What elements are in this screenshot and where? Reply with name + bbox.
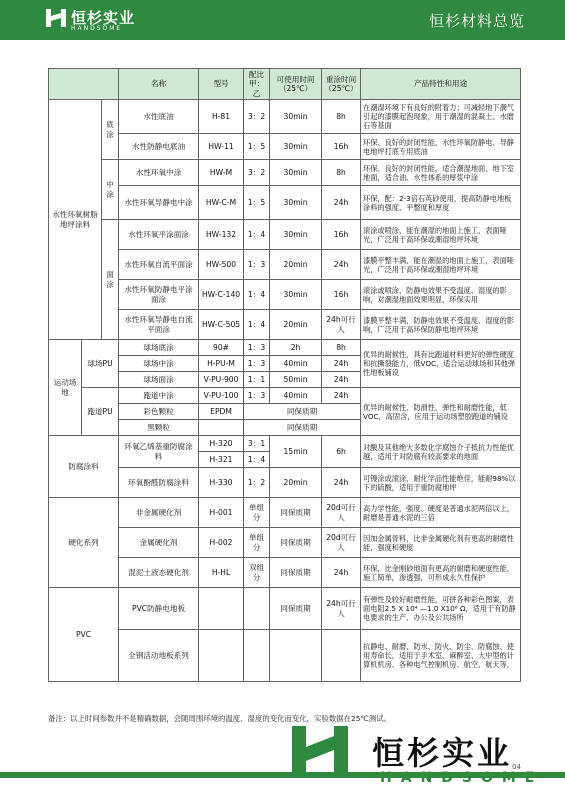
table-header-row	[49, 69, 521, 100]
cell-recoat	[322, 630, 361, 682]
header-cell-model: 型号	[199, 69, 244, 100]
cell-model: HW-C-505	[199, 310, 244, 340]
cell-name: 水性环氧平涂面涂	[119, 220, 199, 250]
cell-pot: 同保质期	[270, 588, 322, 630]
table-row	[49, 134, 521, 160]
cell-recoat: 24h可行人	[322, 588, 361, 630]
page-number: 04	[512, 763, 521, 771]
cell-model: HW-M	[199, 160, 244, 186]
cell-recoat: 24h	[322, 250, 361, 280]
cell-shelf-life: 同保质期	[244, 404, 361, 420]
footer-brand-name: 恒杉实业	[372, 734, 513, 772]
cell-model: H-002	[199, 528, 244, 558]
cell-name: 环氧酚醛防腐涂料	[119, 468, 199, 498]
header-bar	[0, 0, 565, 40]
cell-desc: 优异的耐候性、防滑性、弹性和耐磨性能，低VOC，高固含，应用于运动场塑胶跑道的铺设	[361, 388, 521, 436]
table-row	[49, 588, 521, 630]
cell-pot: 30min	[270, 186, 322, 220]
cell-name: 水性环氧中涂	[119, 160, 199, 186]
cell-ratio: 3：1	[244, 436, 270, 452]
cell-model: H-330	[199, 468, 244, 498]
cell-model: 90#	[199, 340, 244, 356]
group-waterborne: 水性环氧树脂地坪涂料	[49, 100, 102, 340]
brand-mark-icon	[45, 7, 67, 29]
cell-recoat: 6h	[322, 436, 361, 468]
cell-ratio: 1：4	[244, 452, 270, 468]
cell-desc: 漆膜平整丰满，能在潮湿的地面上施工，表面哑光，广泛用于高环保或潮湿地坪环境	[361, 250, 521, 280]
cell-model	[199, 630, 244, 682]
cell-ratio: 1：1	[244, 372, 270, 388]
cell-recoat: 24h	[322, 186, 361, 220]
cell-ratio: 1：4	[244, 310, 270, 340]
cell-name: 黑颗粒	[119, 420, 199, 436]
group-hardener: 硬化系列	[49, 498, 119, 588]
brand-name: 恒杉实业	[71, 9, 136, 27]
group-pvc: PVC	[49, 588, 119, 682]
subgroup-primer: 底涂	[102, 100, 119, 160]
cell-desc: 抗静电、耐磨、防水、防火、防尘、防腐蚀、使用寿命长，适用于手术室、麻醉室、大中型的计算机机房、各种电气控制机房、航空、航天等。	[361, 630, 521, 682]
subgroup-track: 跑道PU	[82, 388, 119, 436]
header-cell-desc: 产品特性和用途	[361, 69, 521, 100]
cell-ratio: 3：2	[244, 100, 270, 134]
cell-model: HW-132	[199, 220, 244, 250]
cell-model: H-81	[199, 100, 244, 134]
cell-model: HW-11	[199, 134, 244, 160]
cell-ratio: 3：2	[244, 160, 270, 186]
cell-desc: 环保、良好的封闭性能，水性环氧防静电、导静电地坪打底专用底油	[361, 134, 521, 160]
cell-desc: 有弹性及较好耐磨性能，可拼各种彩色图案，表面电阻2.5 X 10⁴ —1.0 X10⁶ Ω，适用于有防静电要求的生产、办公及公共场所	[361, 588, 521, 630]
table-row	[49, 220, 521, 250]
cell-recoat: 24h可行人	[322, 310, 361, 340]
cell-name: 水性底油	[119, 100, 199, 134]
cell-name: 球场底涂	[119, 340, 199, 356]
cell-name: 水性防静电底油	[119, 134, 199, 160]
cell-pot: 30min	[270, 100, 322, 134]
brand-name-en: HANDSOME	[71, 25, 123, 32]
cell-desc: 漆膜平整丰满，防静电效果不受温度、湿度的影响，广泛用于高环保防静电地坪环境	[361, 310, 521, 340]
cell-recoat: 8h	[322, 160, 361, 186]
cell-recoat: 20d可行人	[322, 528, 361, 558]
brand-mark-large-icon	[290, 722, 350, 780]
table-row	[49, 160, 521, 186]
cell-model: H-001	[199, 498, 244, 528]
header-cell-pot-life: 可使用时间（25℃）	[270, 69, 322, 100]
cell-name: 金属硬化剂	[119, 528, 199, 558]
table-row	[49, 630, 521, 682]
cell-pot: 15min	[270, 436, 322, 468]
cell-desc: 优异的耐候性，具有比跑道材料更好的弹性硬度和抗撕裂能力，低VOC，适合运动球场和其他弹性地板铺设	[361, 340, 521, 388]
cell-desc: 滚涂或喷涂，能在潮湿的地面上施工，表面哑光，广泛用于高环保或潮湿地坪环境	[361, 220, 521, 250]
table-row	[49, 558, 521, 588]
group-sports: 运动场地	[49, 340, 82, 436]
table-row	[49, 468, 521, 498]
cell-model: H-PU-M	[199, 356, 244, 372]
cell-name: 球场中涂	[119, 356, 199, 372]
table-row	[49, 436, 521, 452]
cell-shelf-life: 同保质期	[244, 420, 361, 436]
table-row	[49, 498, 521, 528]
cell-pot: 30min	[270, 134, 322, 160]
table-row	[49, 310, 521, 340]
cell-name: 混泥土液态硬化剂	[119, 558, 199, 588]
cell-recoat: 20d可行人	[322, 498, 361, 528]
table-row	[49, 388, 521, 404]
subgroup-court: 球场PU	[82, 340, 119, 388]
cell-ratio: 1：3	[244, 388, 270, 404]
cell-model	[199, 588, 244, 630]
cell-recoat: 16h	[322, 280, 361, 310]
cell-recoat: 24h	[322, 388, 361, 404]
cell-model: HW-C-M	[199, 186, 244, 220]
cell-pot: 同保质期	[270, 498, 322, 528]
cell-model: H-HL	[199, 558, 244, 588]
cell-pot: 30min	[270, 220, 322, 250]
cell-desc: 对酸及其他绝大多数化学腐蚀介子抵抗力性能优越，适用于对防腐有较高要求的地面	[361, 436, 521, 468]
group-anticorr: 防腐涂料	[49, 436, 119, 498]
cell-ratio	[244, 588, 270, 630]
cell-desc: 环保，配：2-3倍石英砂使用，提高防静电地板涂料的强度、平整度和厚度	[361, 186, 521, 220]
cell-ratio: 1：3	[244, 356, 270, 372]
cell-desc: 可镘涂或滚涂，耐化学品性能绝佳，能耐98%以下的硫酸，适用于重防腐地坪	[361, 468, 521, 498]
cell-pot: 同保质期	[270, 528, 322, 558]
cell-desc: 环保、良好的封闭性能，适合潮湿地面、地下室地面，适合油、水性体系的厚浆中涂	[361, 160, 521, 186]
table-row	[49, 528, 521, 558]
table-row	[49, 280, 521, 310]
cell-pot: 50min	[270, 372, 322, 388]
cell-pot: 同保质期	[270, 558, 322, 588]
cell-pot: 30min	[270, 160, 322, 186]
cell-desc: 因加金属骨料，比非金属硬化剂有更高的耐磨性能，强度和硬度	[361, 528, 521, 558]
cell-model: HW-C-140	[199, 280, 244, 310]
cell-pot	[270, 630, 322, 682]
cell-desc: 环保，比金刚砂地面有更高的耐磨和硬度性能，施工简单，渗透强，可形成永久性保护	[361, 558, 521, 588]
cell-pot: 20min	[270, 468, 322, 498]
cell-ratio: 1：3	[244, 250, 270, 280]
cell-pot: 2h	[270, 340, 322, 356]
cell-pot: 20min	[270, 250, 322, 280]
cell-name: 球场面涂	[119, 372, 199, 388]
cell-recoat: 24h	[322, 468, 361, 498]
cell-recoat: 24h	[322, 372, 361, 388]
cell-pot: 20min	[270, 310, 322, 340]
table-row	[49, 250, 521, 280]
table-row	[49, 340, 521, 356]
cell-name: 水性环氧防静电平涂面涂	[119, 280, 199, 310]
cell-desc: 高力学性能，强度、硬度是普通水泥两倍以上，耐磨是普通水泥的三倍	[361, 498, 521, 528]
cell-recoat: 8h	[322, 340, 361, 356]
cell-name: 水性环氧自流平面涂	[119, 250, 199, 280]
cell-recoat: 8h	[322, 100, 361, 134]
footnote: 备注：以上时间参数并不是精确数据，会随周围环境的温度、湿度的变化而变化，实验数据在25℃测试。	[48, 714, 391, 723]
cell-ratio	[244, 630, 270, 682]
cell-name: 水性环氧导静电自流平面涂	[119, 310, 199, 340]
cell-desc: 滚涂或喷涂，防静电效果不受温度、湿度的影响，对潮湿地面效果明显，环保实用	[361, 280, 521, 310]
header-cell-name: 名称	[119, 69, 199, 100]
table-row	[49, 100, 521, 134]
cell-ratio: 1：5	[244, 134, 270, 160]
cell-name: 非金属硬化剂	[119, 498, 199, 528]
header-cell-blank	[49, 69, 119, 100]
cell-name: 环氧乙烯基重防腐涂料	[119, 436, 199, 468]
cell-model: EPDM	[199, 404, 244, 420]
footer-brand-en: HANDSOME	[380, 770, 544, 786]
cell-ratio: 1：4	[244, 280, 270, 310]
cell-pot: 40min	[270, 356, 322, 372]
cell-model: H-321	[199, 452, 244, 468]
cell-name: 彩色颗粒	[119, 404, 199, 420]
cell-model	[199, 420, 244, 436]
cell-ratio: 1：3	[244, 340, 270, 356]
cell-name: PVC防静电地板	[119, 588, 199, 630]
cell-name: 全钢活动地板系列	[119, 630, 199, 682]
cell-ratio: 1：2	[244, 468, 270, 498]
header-cell-recoat: 重涂时间（25℃）	[322, 69, 361, 100]
subgroup-middle: 中涂	[102, 160, 119, 220]
cell-model: H-320	[199, 436, 244, 452]
cell-pot: 40min	[270, 388, 322, 404]
page-title: 恒杉材料总览	[428, 12, 525, 30]
header-cell-ratio: 配比 甲：乙	[244, 69, 270, 100]
cell-model: V-PU-900	[199, 372, 244, 388]
cell-model: HW-500	[199, 250, 244, 280]
cell-pot: 30min	[270, 280, 322, 310]
cell-ratio: 1：4	[244, 220, 270, 250]
cell-recoat: 24h	[322, 356, 361, 372]
cell-ratio: 1：5	[244, 186, 270, 220]
cell-name: 水性环氧导静电中涂	[119, 186, 199, 220]
cell-ratio: 双组分	[244, 558, 270, 588]
cell-recoat: 16h	[322, 134, 361, 160]
cell-ratio: 单组分	[244, 498, 270, 528]
product-spec-table	[48, 68, 521, 682]
cell-model: V-PU-100	[199, 388, 244, 404]
cell-ratio: 单组分	[244, 528, 270, 558]
cell-desc: 在潮湿环境下有良好的附着力；可减轻地下潮气引起的漆膜起泡现象，用于潮湿的混凝土、水磨石等基面	[361, 100, 521, 134]
cell-recoat: 24h	[322, 558, 361, 588]
cell-name: 跑道中涂	[119, 388, 199, 404]
subgroup-top: 面涂	[102, 220, 119, 340]
cell-recoat: 16h	[322, 220, 361, 250]
table-row	[49, 186, 521, 220]
